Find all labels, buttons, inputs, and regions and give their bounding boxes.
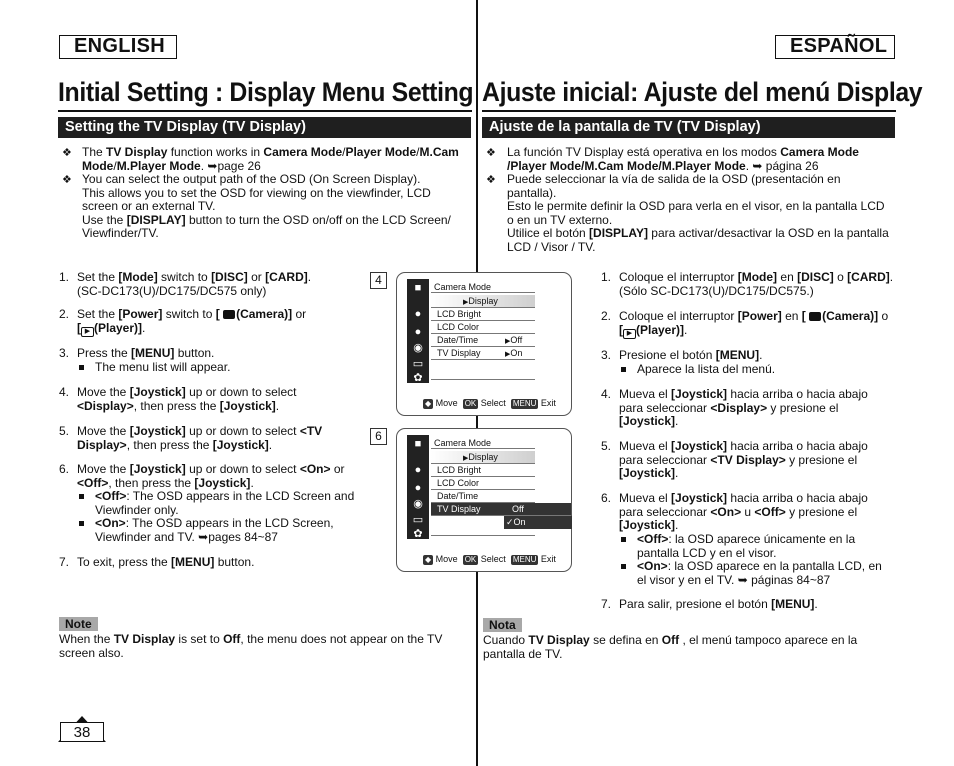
disc-icon: ◉ (413, 342, 423, 354)
step-6-sub-on: <On>: The OSD appears in the LCD Screen, Viewfinder and TV. ➥pages 84~87 (95, 516, 334, 544)
step-1: Set the [Mode] switch to [DISC] or [CARD]. (SC-DC173(U)/DC175/DC575 only) (77, 270, 312, 298)
menu-option-on-selected: ✓On (504, 516, 572, 529)
settings-icon: ✿ (413, 528, 423, 540)
menu-row-empty (431, 360, 535, 380)
person-icon: ● (414, 464, 422, 476)
step-number: 2. (59, 307, 70, 321)
note-tag-es: Nota (483, 618, 522, 632)
step-3-sub-es: Aparece la lista del menú. (637, 362, 776, 376)
square-bullet-icon (621, 367, 626, 372)
play-icon: ▶ (623, 329, 636, 339)
step-3-sub: The menu list will appear. (95, 360, 231, 374)
step-6-es: Mueva el [Joystick] hacia arriba o hacia abajo para seleccionar <On> u <Off> y presione el [Joystick]. (619, 491, 868, 532)
step-5-es: Mueva el [Joystick] hacia arriba o hacia abajo para seleccionar <TV Display> y presione el [Joystick]. (619, 439, 868, 480)
camera-icon: ● (414, 482, 422, 494)
menu-screen-step-4 (396, 272, 572, 416)
step-number: 2. (601, 309, 612, 323)
step-number: 7. (601, 597, 612, 611)
square-bullet-icon (79, 365, 84, 370)
step-7: To exit, press the [MENU] button. (77, 555, 255, 569)
menu-value-on: ▶On (505, 348, 523, 358)
title-rule-right (482, 110, 896, 112)
step-2: Set the [Power] switch to [ (Camera)] or [ ▶ (Player)]. (77, 307, 307, 335)
camera-mode-icon: ■ (414, 438, 422, 450)
note-tag: Note (59, 617, 98, 631)
step-3-es: Presione el botón [MENU]. (619, 348, 763, 362)
person-icon: ● (414, 308, 422, 320)
step-number: 6. (601, 491, 612, 505)
step-number: 5. (59, 424, 70, 438)
step-6: Move the [Joystick] up or down to select <On> or <Off>, then press the [Joystick]. (77, 462, 345, 490)
camera-icon (809, 312, 821, 321)
title-rule-left (58, 110, 472, 112)
intro-bullet-2: You can select the output path of the OSD (On Screen Display). This allows you to set the OSD for viewing on the viewfinder, LCD screen or an external TV. Use the [DISPLAY] button to turn the OSD on/off on the LCD Screen/ Viewfinder/TV. (82, 172, 451, 240)
play-icon: ▶ (81, 327, 94, 337)
tv-icon: ▭ (412, 358, 424, 370)
bullet-icon: ❖ (62, 174, 72, 186)
screen-number-badge: 6 (370, 428, 387, 445)
bullet-icon: ❖ (62, 147, 72, 159)
joystick-move-icon: ◆ (425, 398, 432, 408)
note-text-es: Cuando TV Display se defina en Off , el menú tampoco aparece en la pantalla de TV. (483, 633, 858, 661)
bullet-icon: ❖ (486, 147, 496, 159)
menu-row-lcd-bright: LCD Bright (431, 464, 535, 477)
step-6-sub-off-es: <Off>: la OSD aparece únicamente en la pantalla LCD y en el visor. (637, 532, 856, 560)
bullet-icon: ❖ (486, 174, 496, 186)
section-header-english: Setting the TV Display (TV Display) (58, 117, 471, 138)
menu-row-lcd-bright: LCD Bright (431, 308, 535, 321)
menu-icon-column (407, 435, 429, 539)
disc-icon: ◉ (413, 498, 423, 510)
menu-row-lcd-color: LCD Color (431, 321, 535, 334)
menu-row-date-time: Date/Time (431, 334, 535, 347)
menu-key-icon: MENU (512, 554, 537, 564)
step-3: Press the [MENU] button. (77, 346, 215, 360)
step-6-sub-off: <Off>: The OSD appears in the LCD Screen and Viewfinder only. (95, 489, 355, 517)
menu-option-off: Off (512, 504, 524, 514)
step-4-es: Mueva el [Joystick] hacia arriba o hacia abajo para seleccionar <Display> y presione el [Joystick]. (619, 387, 868, 428)
menu-footer: ◆ Move OK Select MENU Exit (425, 398, 556, 408)
tv-icon: ▭ (412, 514, 424, 526)
step-7-es: Para salir, presione el botón [MENU]. (619, 597, 818, 611)
square-bullet-icon (79, 494, 84, 499)
page-title-spanish: Ajuste inicial: Ajuste del menú Display (482, 77, 923, 107)
settings-icon: ✿ (413, 372, 423, 384)
step-5: Move the [Joystick] up or down to select <TV Display>, then press the [Joystick]. (77, 424, 323, 452)
step-4: Move the [Joystick] up or down to select <Display>, then press the [Joystick]. (77, 385, 297, 413)
square-bullet-icon (621, 564, 626, 569)
step-number: 4. (59, 385, 70, 399)
camera-mode-icon: ■ (414, 282, 422, 294)
screen-number-badge: 4 (370, 272, 387, 289)
ok-key-icon: OK (464, 554, 477, 564)
step-number: 3. (59, 346, 70, 360)
step-2-es: Coloque el interruptor [Power] en [ (Camera)] o [ ▶ (Player)]. (619, 309, 889, 337)
step-1-es: Coloque el interruptor [Mode] en [DISC] o [CARD]. (Sólo SC-DC173(U)/DC175/DC575.) (619, 270, 894, 298)
menu-row-display: ▶Display (431, 295, 535, 308)
menu-value-off: ▶Off (505, 335, 523, 345)
section-header-spanish: Ajuste de la pantalla de TV (TV Display) (482, 117, 895, 138)
menu-header: Camera Mode (431, 437, 535, 449)
step-number: 7. (59, 555, 70, 569)
square-bullet-icon (79, 521, 84, 526)
menu-header: Camera Mode (431, 281, 535, 293)
step-number: 5. (601, 439, 612, 453)
joystick-move-icon: ◆ (425, 554, 432, 564)
menu-row-tv-display-selected: TV Display (431, 503, 571, 516)
intro-bullet-1-es: La función TV Display está operativa en los modos Camera Mode /Player Mode/M.Cam Mode/M.Player Mode. ➥ página 26 (507, 145, 859, 173)
note-text: When the TV Display is set to Off, the menu does not appear on the TV screen also. (59, 632, 443, 660)
menu-row-lcd-color: LCD Color (431, 477, 535, 490)
menu-screen-step-6 (396, 428, 572, 572)
step-number: 1. (601, 270, 612, 284)
menu-row-date-time: Date/Time (431, 490, 535, 503)
ok-key-icon: OK (464, 398, 477, 408)
step-number: 4. (601, 387, 612, 401)
step-number: 1. (59, 270, 70, 284)
page-number: 38 (60, 722, 104, 742)
camera-icon: ● (414, 326, 422, 338)
language-label-english: ENGLISH (59, 35, 177, 59)
menu-row-display: ▶Display (431, 451, 535, 464)
menu-key-icon: MENU (512, 398, 537, 408)
menu-footer: ◆ Move OK Select MENU Exit (425, 554, 556, 564)
square-bullet-icon (621, 537, 626, 542)
menu-icon-column (407, 279, 429, 383)
intro-bullet-1: The TV Display function works in Camera Mode/Player Mode/M.Cam Mode/M.Player Mode. ➥page 26 (82, 145, 459, 173)
menu-row-tv-display: TV Display (431, 347, 535, 360)
step-number: 6. (59, 462, 70, 476)
camera-icon (223, 310, 235, 319)
intro-bullet-2-es: Puede seleccionar la vía de salida de la OSD (presentación en pantalla). Esto le permite definir la OSD para verla en el visor, en la pantalla LCD o en un TV externo. Utilice el botón [DISPLAY] para activar/desactivar la OSD en la pantalla LCD / Visor / TV. (507, 172, 889, 254)
step-number: 3. (601, 348, 612, 362)
language-label-spanish: ESPAÑOL (775, 35, 895, 59)
page-title-english: Initial Setting : Display Menu Setting (58, 77, 474, 107)
step-6-sub-on-es: <On>: la OSD aparece en la pantalla LCD, en el visor y en el TV. ➥ páginas 84~87 (637, 559, 882, 587)
